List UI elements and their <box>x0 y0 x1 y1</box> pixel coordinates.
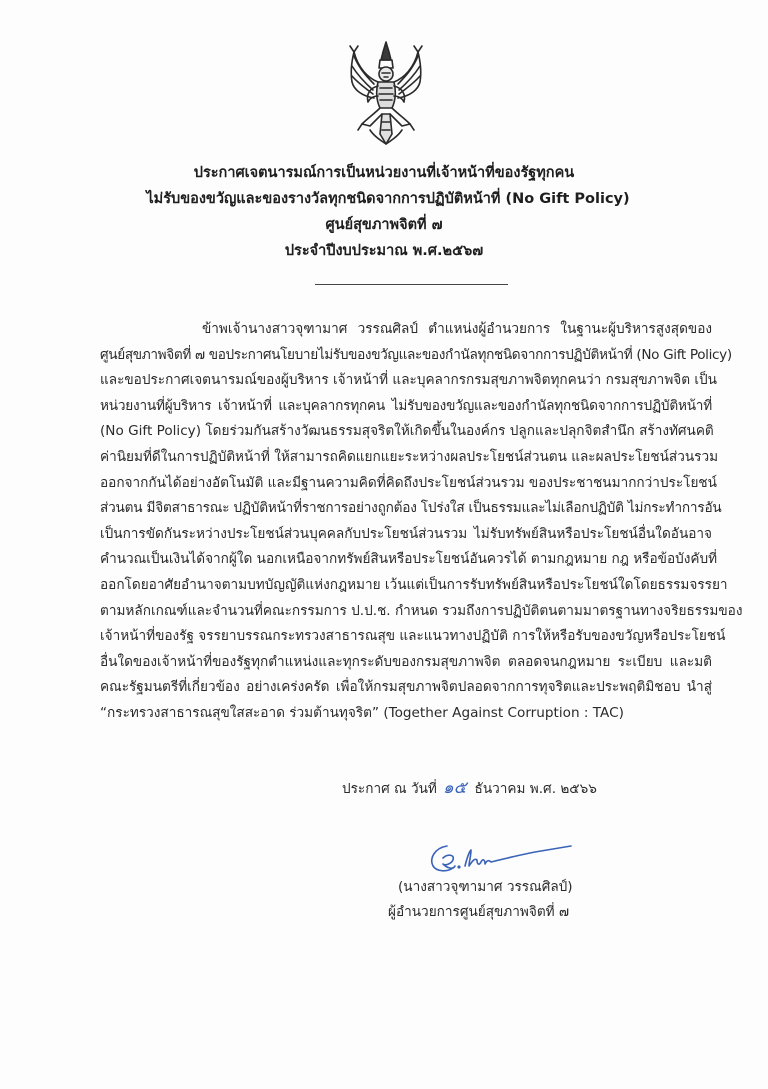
signatory-name: (นางสาวจุฑามาศ วรรณศิลป์) <box>398 879 573 895</box>
handwritten-signature-icon <box>425 838 575 878</box>
title-line-2: ไม่รับของขวัญและของรางวัลทุกชนิดจากการปฏิบัติหน้าที่ (No Gift Policy) <box>146 191 630 207</box>
body-line: ค่านิยมที่ดีในการปฏิบัติหน้าที่ ให้สามารถคิดแยกแยะระหว่างผลประโยชน์ส่วนตน และผลประโยชน์ส่วนรวม <box>100 448 719 465</box>
date-month-year: ธันวาคม พ.ศ. ๒๕๖๖ <box>474 781 597 797</box>
title-line-1: ประกาศเจตนารมณ์การเป็นหน่วยงานที่เจ้าหน้าที่ของรัฐทุกคน <box>193 165 575 181</box>
body-line: คำนวณเป็นเงินได้จากผู้ใด นอกเหนือจากทรัพย์สินหรือประโยชน์อันควรได้ ตามกฎหมาย กฎ หรือข้อบังคับที่ <box>100 551 718 568</box>
garuda-emblem-icon <box>340 38 432 150</box>
body-line: อื่นใดของเจ้าหน้าที่ของรัฐทุกตำแหน่งและทุกระดับของกรมสุขภาพจิต ตลอดจนกฎหมาย ระเบียบ และมติ <box>100 653 712 670</box>
body-line: คณะรัฐมนตรีที่เกี่ยวข้อง อย่างเคร่งครัด เพื่อให้กรมสุขภาพจิตปลอดจากการทุจริตและประพฤติมิชอบ นำสู่ <box>100 679 712 696</box>
body-line: และขอประกาศเจตนารมณ์ของผู้บริหาร เจ้าหน้าที่ และบุคลากรกรมสุขภาพจิตทุกคนว่า กรมสุขภาพจิต เป็น <box>100 372 717 389</box>
announcement-date <box>342 776 597 801</box>
body-line: เป็นการขัดกันระหว่างประโยชน์ส่วนบุคคลกับประโยชน์ส่วนรวม ไม่รับทรัพย์สินหรือประโยชน์อื่นใดอันอาจ <box>100 525 712 542</box>
body-line: (No Gift Policy) โดยร่วมกันสร้างวัฒนธรรมสุจริตให้เกิดขึ้นในองค์กร ปลูกและปลุกจิตสำนึก สร้างทัศนคติ <box>100 423 714 440</box>
body-line: เจ้าหน้าที่ของรัฐ จรรยาบรรณกระทรวงสาธารณสุข และแนวทางปฏิบัติ การให้หรือรับของขวัญหรือประโยชน์ <box>100 628 726 645</box>
body-line: ศูนย์สุขภาพจิตที่ ๗ ขอประกาศนโยบายไม่รับของขวัญและของกำนัลทุกชนิดจากการปฏิบัติหน้าที่ (No Gift Policy) <box>100 346 732 363</box>
title-divider <box>315 284 508 285</box>
body-line: ตามหลักเกณฑ์และจำนวนที่คณะกรรมการ ป.ป.ช. กำหนด รวมถึงการปฏิบัติตนตามมาตรฐานทางจริยธรรมของ <box>100 602 743 619</box>
title-line-4: ประจำปีงบประมาณ พ.ศ.๒๕๖๗ <box>284 243 484 259</box>
body-line: ส่วนตน มีจิตสาธารณะ ปฏิบัติหน้าที่ราชการอย่างถูกต้อง โปร่งใส เป็นธรรมและไม่เลือกปฏิบัติ ไม่กระทำการอัน <box>100 500 722 517</box>
signatory-position: ผู้อำนวยการศูนย์สุขภาพจิตที่ ๗ <box>388 904 570 920</box>
document-title <box>0 160 768 264</box>
body-line: “กระทรวงสาธารณสุขใสสะอาด ร่วมต้านทุจริต” (Together Against Corruption : TAC) <box>100 704 624 721</box>
body-line: ออกจากกันได้อย่างอัตโนมัติ และมีฐานความคิดที่คิดถึงประโยชน์ส่วนรวม ของประชาชนมากกว่าประโยชน์ <box>100 474 717 491</box>
body-line: ออกโดยอาศัยอำนาจตามบทบัญญัติแห่งกฎหมาย เว้นแต่เป็นการรับทรัพย์สินหรือประโยชน์ใดโดยธรรมจรรยา <box>100 576 728 593</box>
body-line: หน่วยงานที่ผู้บริหาร เจ้าหน้าที่ และบุคลากรทุกคน ไม่รับของขวัญและของกำนัลทุกชนิดจากการปฏิบัติหน้าที่ <box>100 397 712 414</box>
body-line: ข้าพเจ้านางสาวจุฑามาศ วรรณศิลป์ ตำแหน่งผู้อำนวยการ ในฐานะผู้บริหารสูงสุดของ <box>202 321 712 337</box>
title-line-3: ศูนย์สุขภาพจิตที่ ๗ <box>325 217 443 233</box>
announcement-body <box>100 317 743 727</box>
date-prefix: ประกาศ ณ วันที่ <box>342 781 437 797</box>
handwritten-day: ๑๕ <box>442 778 467 798</box>
